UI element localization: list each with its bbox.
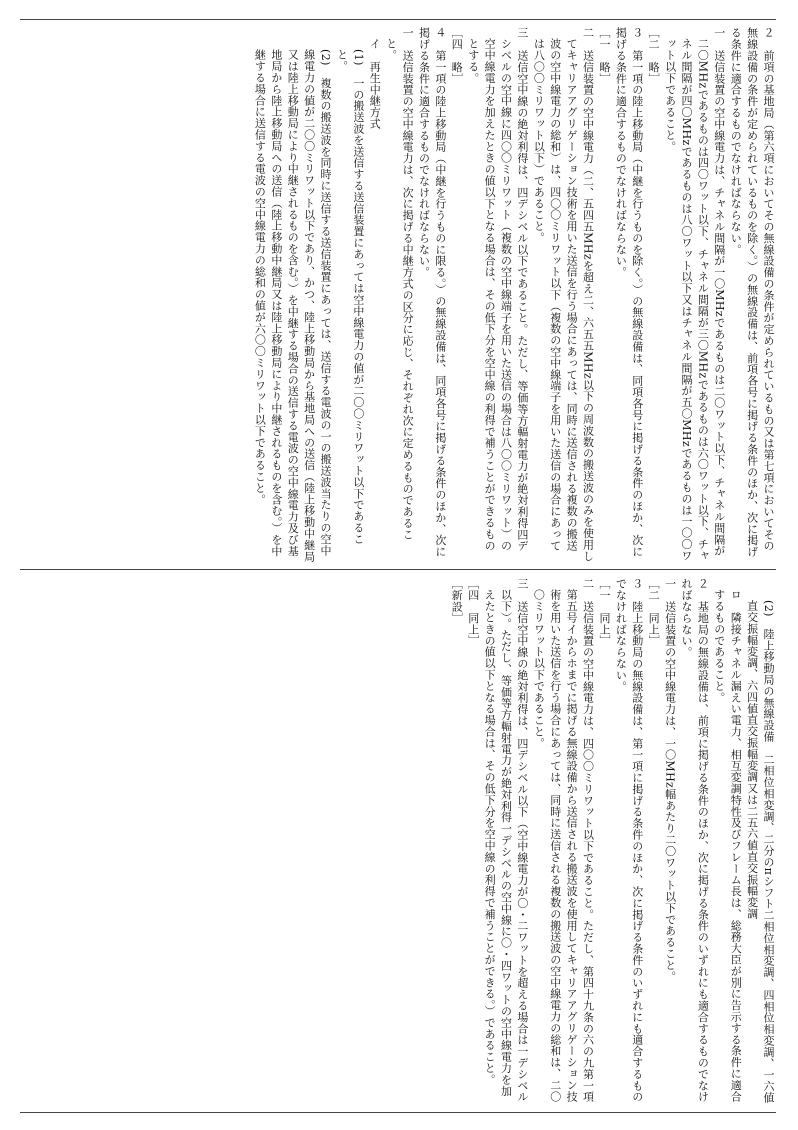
- revised-paragraph: ［一 略］: [597, 27, 611, 84]
- revised-text-column: [251, 27, 776, 562]
- revised-paragraph: ３ 第一項の陸上移動局（中継を行うものを除く。）の無線設備は、同項各号に掲げる条件のほか、次に掲げる条件に適合するものでなければならない。: [614, 27, 644, 558]
- top-rule: [20, 19, 776, 20]
- revised-paragraph: (1) 一の搬送波を送信する送信装置にあっては空中線電力の値が二〇〇ミリワット以下であること。: [335, 49, 365, 545]
- revised-section: [20, 27, 776, 562]
- revised-paragraph: ［二 略］: [647, 27, 661, 84]
- revised-paragraph: ４ 第一項の陸上移動局（中継を行うものに限る。）の無線設備は、同項各号に掲げる条件のほか、次に掲げる条件に適合するものでなければならない。: [417, 27, 447, 558]
- revised-paragraph: 二 送信装置の空中線電力（二、五四五MHzを超え二、六五五MHz以下の周波数の搬送波のみを使用してキャリアアグリゲーション技術を用いた送信を行う場合にあっては、同時に送信される複数の搬送波の空中線電力の総和）は、四〇〇ミリワット以下（複数の空中線端子を用いた送信の場合にあっては八〇〇ミリワット以下）であること。: [532, 27, 595, 562]
- current-paragraph: ロ 隣接チャネル漏えい電力、相互変調特性及びフレーム長は、総務大臣が別に告示する条件に適合するものであること。: [712, 589, 743, 1102]
- revised-paragraph: 一 送信装置の空中線電力は、次に掲げる中継方式の区分に応じ、それぞれ次に定めるものであること。: [384, 27, 415, 540]
- revised-paragraph: (2) 複数の搬送波を同時に送信する送信装置にあっては、送信する電波の一の搬送波当たりの空中線電力の値が二〇〇ミリワット以下であり、かつ、陸上移動局から基地局への送信（陸上移動中継局又は陸上移動局により中継されるものを含む。）を中継する場合の送信する電波の空中線電力及び基地局から陸上移動局への送信（陸上移動中継局又は陸上移動局により中継されるものを含む。）を中継する場合に送信する電波の空中線電力の総和の値が六〇〇ミリワット以下であること。: [253, 49, 333, 562]
- current-paragraph: ［一 同上］: [597, 578, 611, 647]
- current-paragraph: ［四 同上］: [466, 578, 480, 647]
- current-text-column: [448, 578, 776, 1106]
- current-paragraph: 一 送信装置の空中線電力は、一〇MHz幅あたり二〇ワット以下であること。: [663, 578, 677, 983]
- current-paragraph: ［二 同上］: [647, 578, 661, 647]
- revised-paragraph: 三 送信空中線の絶対利得は、四デシベル以下であること。ただし、等価等方輻射電力が絶対利得四デシベルの空中線に四〇〇ミリワット（複数の空中線端子を用いた送信の場合は八〇〇ミリワット）の空中線電力を加えたときの値以下となる場合は、その低下分を空中線の利得で補うことができるものとする。: [466, 27, 529, 552]
- revised-paragraph: 一 送信装置の空中線電力は、チャネル間隔が一〇MHzであるものは二〇ワット以下、チャネル間隔が二〇MHzであるものは四〇ワット以下、チャネル間隔が三〇MHzであるものは六〇ワット以下、チャネル間隔が四〇MHzであるものは八〇ワット以下又はチャネル間隔が五〇MHzであるものは一〇〇ワット以下であること。: [663, 27, 726, 562]
- current-paragraph: ３ 陸上移動局の無線設備は、第一項に掲げる条件のほか、次に掲げる条件のいずれにも適合するものでなければならない。: [614, 578, 644, 1103]
- revised-paragraph: イ 再生中継方式: [368, 38, 382, 130]
- bottom-rule: [20, 1112, 776, 1113]
- middle-rule: [20, 569, 776, 570]
- current-paragraph: 三 送信空中線の絶対利得は、四デシベル以下（空中線電力が〇・二ワットを超える場合は一デシベル以下）。ただし、等価等方輻射電力が絶対利得一デシベルの空中線に〇・四ワットの空中線電力を加えたときの値以下となる場合は、その低下分を空中線の利得で補うことができる。）であること。: [483, 578, 529, 1103]
- current-section: [20, 578, 776, 1106]
- current-paragraph: ［新設］: [450, 578, 464, 624]
- current-paragraph: ２ 基地局の無線設備は、前項に掲げる条件のほか、次に掲げる条件のいずれにも適合するものでなければならない。: [679, 578, 710, 1103]
- revised-paragraph: ２ 前項の基地局（第六項においてその無線設備の条件が定められているもの又は第七項においてその無線設備の条件が定められているものを除く。）の無線設備は、前項各号に掲げる条件のほか、次に掲げる条件に適合するものでなければならない。: [729, 27, 775, 558]
- revised-paragraph: ［四 略］: [450, 27, 464, 84]
- current-paragraph: 二 送信装置の空中線電力は、四〇〇ミリワット以下であること。ただし、第四十九条の六の九第一項第五号イからホまでに掲げる無線設備から送信される搬送波を使用してキャリアアグリゲーション技術を用いた送信を行う場合にあっては、同時に送信される複数の搬送波の空中線電力の総和は、二〇〇ミリワット以下であること。: [532, 578, 595, 1103]
- current-paragraph: (2) 陸上移動局の無線設備 二相位相変調、二分のπシフト二相位相変調、四相位相変調、一六値直交振幅変調、六四値直交振幅変調又は二五六値直交振幅変調: [745, 600, 775, 1104]
